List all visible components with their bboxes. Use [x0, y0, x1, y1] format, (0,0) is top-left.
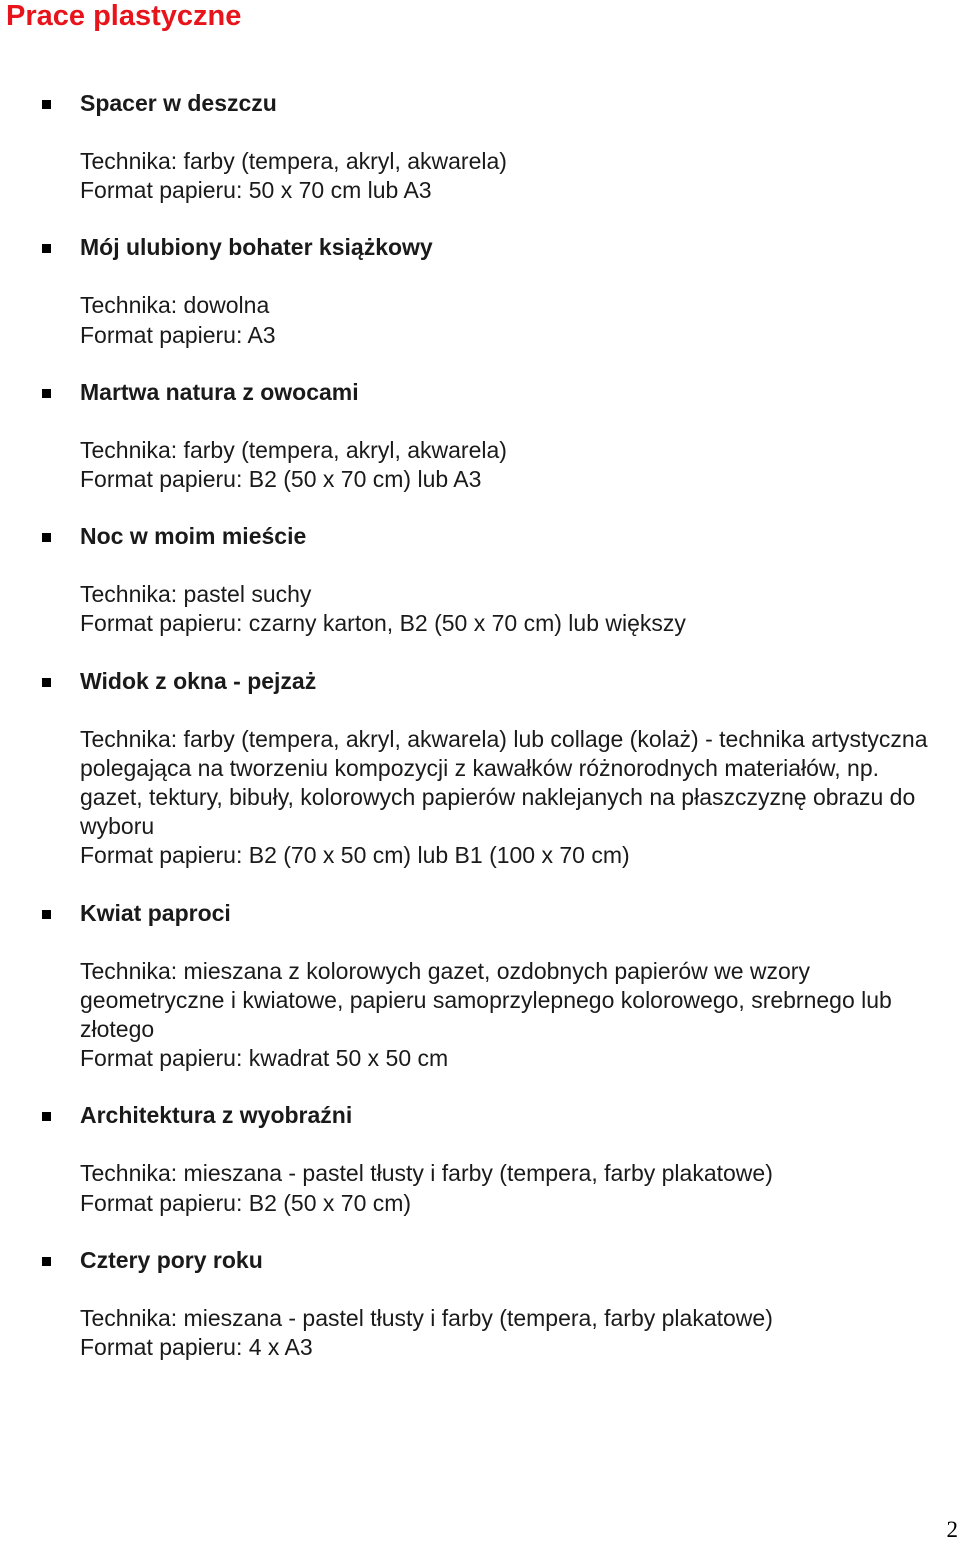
- square-bullet-icon: [42, 910, 51, 919]
- item-details: [80, 291, 940, 349]
- list-item: [0, 89, 960, 205]
- item-details: [80, 580, 940, 638]
- square-bullet-icon: [42, 244, 51, 253]
- format-text: Format papieru: B2 (70 x 50 cm) lub B1 (100 x 70 cm): [80, 842, 630, 869]
- item-title: Widok z okna - pejzaż: [80, 667, 317, 694]
- list-item: [0, 1246, 960, 1362]
- page-title: Prace plastyczne: [6, 0, 242, 32]
- item-details: [80, 436, 940, 494]
- item-details: [80, 1159, 940, 1217]
- technique-text: Technika: farby (tempera, akryl, akwarela): [80, 148, 507, 174]
- technique-text: Technika: mieszana - pastel tłusty i farby (tempera, farby plakatowe): [80, 1304, 773, 1331]
- format-text: Format papieru: 4 x A3: [80, 1334, 313, 1361]
- item-details: [80, 1304, 940, 1362]
- technique-text: Technika: pastel suchy: [80, 581, 312, 608]
- item-details: [80, 957, 940, 1074]
- item-details: [80, 725, 940, 871]
- item-details: [80, 147, 940, 205]
- format-text: Format papieru: A3: [80, 321, 276, 348]
- format-text: Format papieru: B2 (50 x 70 cm): [80, 1189, 412, 1216]
- square-bullet-icon: [42, 389, 51, 398]
- technique-text: Technika: farby (tempera, akryl, akwarela) lub collage (kolaż) - technika artystyczna polegająca na tworzeniu kompozycji z kawałków różnorodnych materiałów, np. gazet, tektury, bibuły, kolorowych papierów naklejanych na płaszczyznę obrazu do wyboru: [80, 725, 928, 840]
- format-text: Format papieru: kwadrat 50 x 50 cm: [80, 1045, 449, 1072]
- item-title: Kwiat paproci: [80, 899, 231, 926]
- technique-text: Technika: dowolna: [80, 292, 270, 319]
- item-title: Spacer w deszczu: [80, 90, 277, 116]
- technique-text: Technika: mieszana z kolorowych gazet, ozdobnych papierów we wzory geometryczne i kwiatowe, papieru samoprzylepnego kolorowego, srebrnego lub złotego: [80, 957, 892, 1043]
- list-item: [0, 378, 960, 494]
- list-item: [0, 1101, 960, 1217]
- item-title: Martwa natura z owocami: [80, 378, 359, 405]
- item-title: Cztery pory roku: [80, 1246, 263, 1273]
- technique-text: Technika: mieszana - pastel tłusty i farby (tempera, farby plakatowe): [80, 1160, 773, 1187]
- technique-text: Technika: farby (tempera, akryl, akwarela): [80, 436, 507, 463]
- item-title: Noc w moim mieście: [80, 523, 307, 550]
- list-item: [0, 667, 960, 871]
- item-title: Mój ulubiony bohater książkowy: [80, 234, 433, 261]
- item-title: Architektura z wyobraźni: [80, 1102, 353, 1129]
- square-bullet-icon: [42, 1112, 51, 1121]
- square-bullet-icon: [42, 678, 51, 687]
- project-list: [0, 89, 960, 1390]
- list-item: [0, 233, 960, 349]
- square-bullet-icon: [42, 533, 51, 542]
- page-number: 2: [946, 1517, 958, 1542]
- format-text: Format papieru: 50 x 70 cm lub A3: [80, 177, 432, 204]
- square-bullet-icon: [42, 1257, 51, 1266]
- square-bullet-icon: [42, 100, 51, 109]
- format-text: Format papieru: B2 (50 x 70 cm) lub A3: [80, 466, 482, 493]
- list-item: [0, 522, 960, 638]
- list-item: [0, 899, 960, 1074]
- format-text: Format papieru: czarny karton, B2 (50 x 70 cm) lub większy: [80, 610, 686, 637]
